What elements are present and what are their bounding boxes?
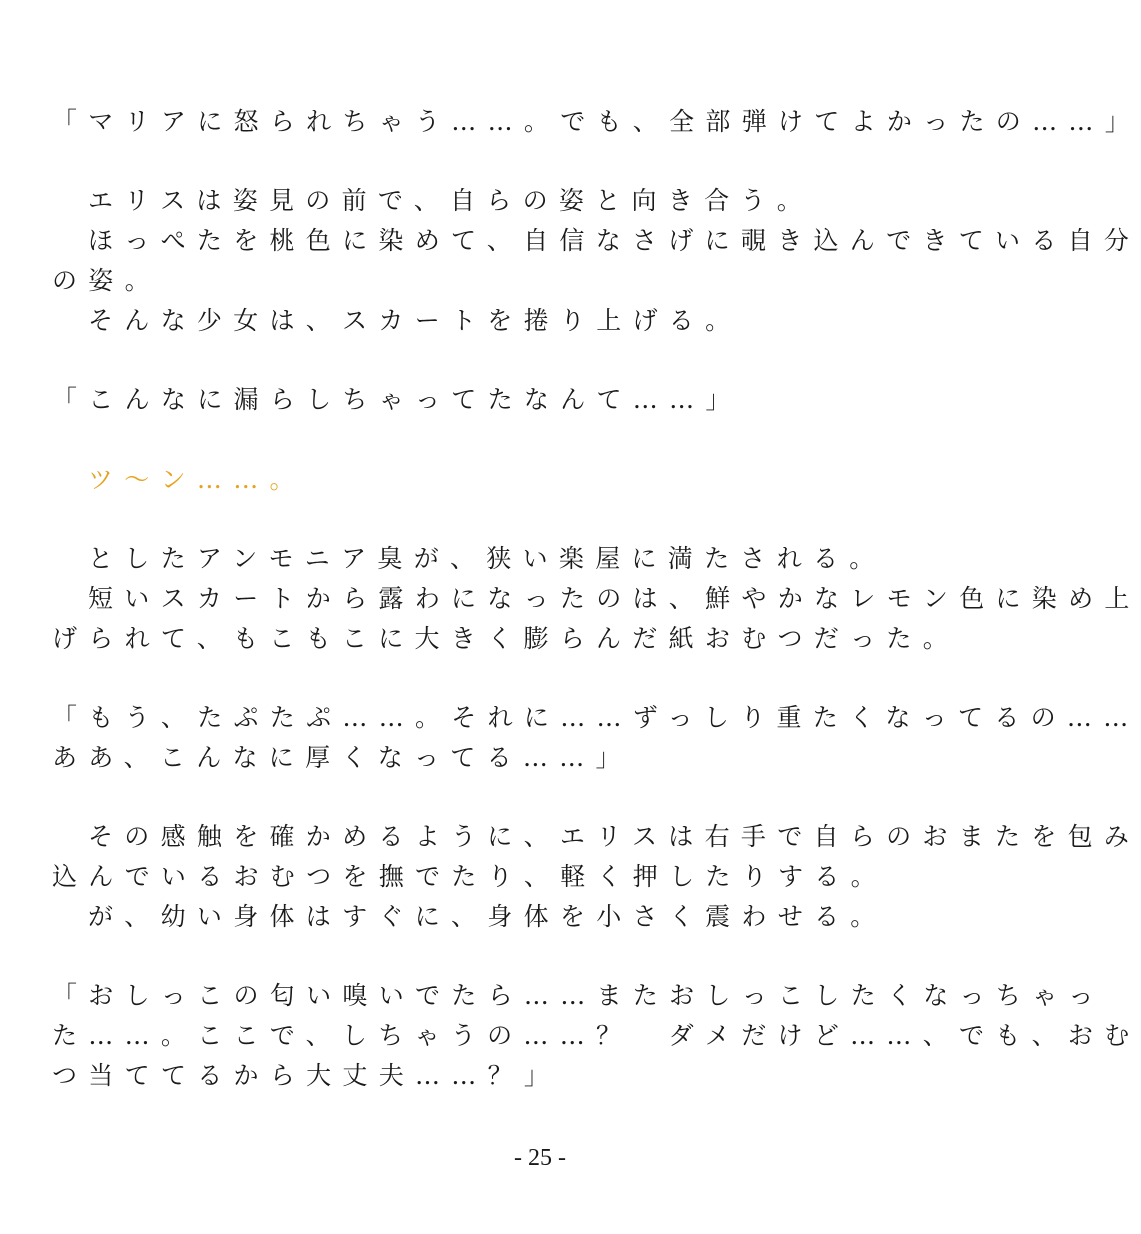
text-line: としたアンモニア臭が、狭い楽屋に満たされる。 <box>88 544 886 573</box>
text-line: ああ、こんなに厚くなってる……」 <box>52 743 632 772</box>
text-line: た……。ここで、しちゃうの……？ ダメだけど……、でも、おむ <box>52 1021 1141 1050</box>
text-line: つ当ててるから大丈夫……？」 <box>52 1061 561 1090</box>
sound-effect-line: ツ〜ン……。 <box>88 465 306 494</box>
text-line: が、幼い身体はすぐに、身体を小さく震わせる。 <box>88 902 887 931</box>
text-line: そんな少女は、スカートを捲り上げる。 <box>88 306 742 335</box>
text-line: 込んでいるおむつを撫でたり、軽く押したりする。 <box>52 862 887 891</box>
text-line: の姿。 <box>52 266 161 295</box>
text-line: その感触を確かめるように、エリスは右手で自らのおまたを包み <box>88 822 1141 851</box>
text-line: 「おしっこの匂い嗅いでたら……またおしっこしたくなっちゃっ <box>52 981 1105 1010</box>
text-line: 短いスカートから露わになったのは、鮮やかなレモン色に染め上 <box>88 584 1141 613</box>
text-line: ほっぺたを桃色に染めて、自信なさげに覗き込んできている自分 <box>88 226 1141 255</box>
page-number: - 25 - <box>514 1145 566 1171</box>
text-line: 「マリアに怒られちゃう……。でも、全部弾けてよかったの……」 <box>52 107 1141 136</box>
text-line: げられて、もこもこに大きく膨らんだ紙おむつだった。 <box>52 624 960 653</box>
text-line: 「こんなに漏らしちゃってたなんて……」 <box>52 385 742 414</box>
text-line: エリスは姿見の前で、自らの姿と向き合う。 <box>88 186 814 215</box>
text-line: 「もう、たぷたぷ……。それに……ずっしり重たくなってるの…… <box>52 703 1140 732</box>
